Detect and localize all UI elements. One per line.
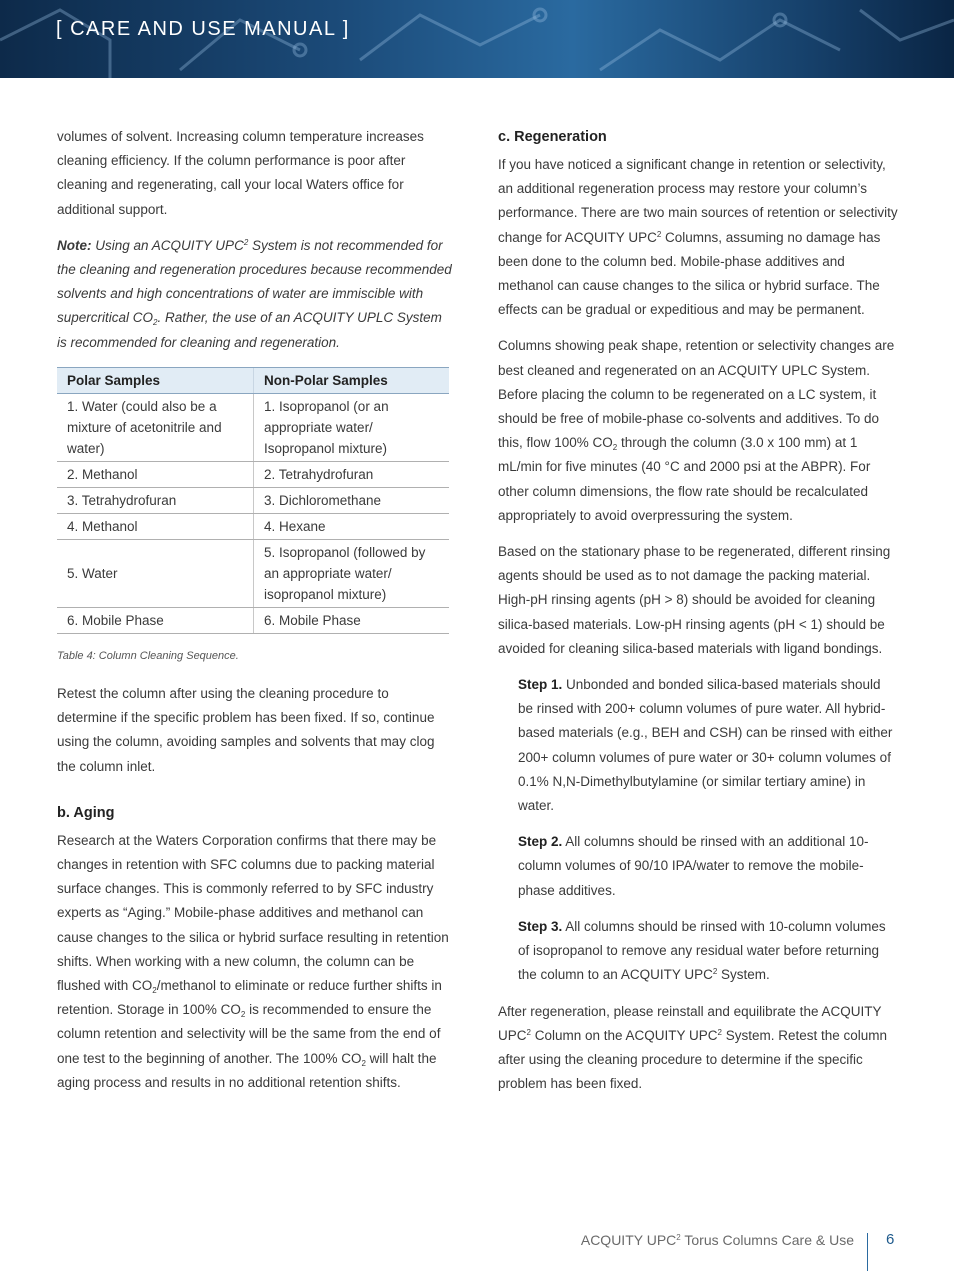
regeneration-heading: c. Regeneration bbox=[498, 129, 607, 145]
table-row bbox=[57, 487, 449, 513]
table-cell: 3. Dichloromethane bbox=[254, 487, 450, 513]
table-cell: 1. Water (could also be a mixture of acetonitrile and water) bbox=[57, 393, 254, 461]
table-header-polar: Polar Samples bbox=[57, 367, 254, 393]
final-text: System. Retest the column after using the cleaning procedure to determine if the specific problem has been fixed. bbox=[498, 1027, 888, 1092]
note-text: System is not recommended for the cleaning and regeneration procedures because recommended solvents and high concentrations of water are immiscible with supercritical CO bbox=[57, 237, 452, 326]
aging-text: /methanol to eliminate or reduce further shifts in retention. Storage in 100% CO bbox=[57, 978, 442, 1018]
step-text: All columns should be rinsed with 10-column volumes of isopropanol to remove any residual water before returning the column to an ACQUITY UPC bbox=[518, 918, 886, 983]
aging-paragraph bbox=[57, 829, 452, 1095]
step-text: All columns should be rinsed with an additional 10-column volumes of 90/10 IPA/water to remove the mobile-phase additives. bbox=[518, 834, 869, 898]
table-cell: 6. Mobile Phase bbox=[254, 607, 450, 633]
subscript: 2 bbox=[152, 986, 157, 996]
subscript: 2 bbox=[240, 1010, 246, 1020]
step-3 bbox=[498, 915, 898, 988]
regeneration-paragraph-3: Based on the stationary phase to be regenerated, different rinsing agents should be used as to not damage the packing material. High-pH rinsing agents (pH > 8) should be avoided for cleaning silica-based materials. Low-pH rinsing agents (pH < 1) should be avoided for cleaning silica-based materials with ligand bondings. bbox=[498, 544, 891, 656]
superscript: 2 bbox=[676, 1233, 681, 1242]
table-cell: 5. Isopropanol (followed by an appropriate water/ isopropanol mixture) bbox=[254, 539, 450, 607]
superscript: 2 bbox=[243, 237, 249, 247]
regeneration-paragraph-1 bbox=[498, 153, 898, 322]
table-row bbox=[57, 607, 449, 633]
table-row bbox=[57, 539, 449, 607]
table-cell: 6. Mobile Phase bbox=[57, 607, 254, 633]
table-row bbox=[57, 393, 449, 461]
aging-text: will halt the aging process and results in no additional retention shifts. bbox=[57, 1050, 437, 1090]
step-text: System. bbox=[717, 967, 770, 983]
intro-paragraph: volumes of solvent. Increasing column temperature increases cleaning efficiency. If the column performance is poor after cleaning and regenerating, call your local Waters office for additional support. bbox=[57, 129, 424, 217]
table-row bbox=[57, 513, 449, 539]
final-paragraph bbox=[498, 1000, 898, 1097]
subscript: 2 bbox=[361, 1058, 366, 1068]
final-text: After regeneration, please reinstall and equilibrate the ACQUITY UPC bbox=[498, 1003, 882, 1043]
step-2 bbox=[498, 830, 898, 903]
footer-text: ACQUITY UPC bbox=[580, 1232, 677, 1248]
table-cell: 4. Hexane bbox=[254, 513, 450, 539]
cleaning-sequence-table bbox=[57, 367, 449, 634]
table-header-nonpolar: Non-Polar Samples bbox=[254, 367, 450, 393]
superscript: 2 bbox=[526, 1027, 531, 1037]
regen-text: through the column (3.0 x 100 mm) at 1 mL/min for five minutes (40 °C and 2000 psi at the ABPR). For other column dimensions, the flow rate should be recalculated appropriately to avoid overpressuring the system. bbox=[498, 435, 871, 523]
note-paragraph bbox=[57, 234, 452, 355]
note-label: Note: bbox=[57, 237, 92, 253]
subscript: 2 bbox=[153, 318, 158, 328]
step-label: Step 1. bbox=[518, 677, 563, 693]
table-cell: 5. Water bbox=[57, 539, 254, 607]
header-banner bbox=[0, 0, 954, 78]
footer-text: Torus Columns Care & Use bbox=[680, 1232, 854, 1248]
final-text: Column on the ACQUITY UPC bbox=[530, 1027, 718, 1043]
aging-heading: b. Aging bbox=[57, 804, 115, 821]
regen-text: If you have noticed a significant change in retention or selectivity, an additional regeneration process may restore your column’s performance. There are two main sources of retention or selectivity change for ACQUITY UPC bbox=[498, 157, 898, 245]
superscript: 2 bbox=[712, 967, 718, 977]
step-label: Step 2. bbox=[518, 834, 563, 850]
table-cell: 2. Tetrahydrofuran bbox=[254, 461, 450, 487]
regen-text: Columns, assuming no damage has been done to the column bed. Mobile-phase additives and methanol can cause changes to the silica or hybrid surface. The effects can be gradual or expeditious and may be permanent. bbox=[498, 229, 881, 318]
footer-divider bbox=[867, 1233, 868, 1271]
note-text: . Rather, the use of an ACQUITY UPLC System is recommended for cleaning and regeneration. bbox=[57, 310, 442, 350]
left-column bbox=[57, 125, 452, 1107]
right-column bbox=[498, 125, 898, 1108]
aging-text: is recommended to ensure the column retention and selectivity will be the same from the end of one test to the beginning of another. The 100% CO bbox=[57, 1002, 441, 1066]
footer-title bbox=[581, 1232, 854, 1248]
table-cell: 1. Isopropanol (or an appropriate water/ Isopropanol mixture) bbox=[254, 393, 450, 461]
note-text: Using an ACQUITY UPC bbox=[95, 237, 244, 253]
table-header-row bbox=[57, 367, 449, 393]
table-cell: 3. Tetrahydrofuran bbox=[57, 487, 254, 513]
manual-title: [ CARE AND USE MANUAL ] bbox=[56, 18, 350, 40]
step-1 bbox=[498, 673, 898, 818]
table-cell: 2. Methanol bbox=[57, 461, 254, 487]
step-label: Step 3. bbox=[518, 918, 563, 934]
table-row bbox=[57, 461, 449, 487]
superscript: 2 bbox=[656, 229, 662, 239]
superscript: 2 bbox=[717, 1027, 722, 1037]
regen-text: Columns showing peak shape, retention or selectivity changes are best cleaned and regenerated on an ACQUITY UPLC System. Before placing the column to be regenerated on a LC system, it should be free of mobile-phase co-solvents and additives. To do this, flow 100% CO bbox=[498, 338, 895, 451]
table-caption: Table 4: Column Cleaning Sequence. bbox=[57, 649, 239, 662]
page-number: 6 bbox=[886, 1231, 895, 1248]
retest-paragraph: Retest the column after using the cleaning procedure to determine if the specific problem has been fixed. If so, continue using the column, avoiding samples and solvents that may clog the column inlet. bbox=[57, 686, 435, 774]
subscript: 2 bbox=[612, 443, 618, 453]
aging-text: Research at the Waters Corporation confirms that there may be changes in retention with SFC columns due to packing material surface changes. This is commonly referred to by SFC industry experts as “Aging.” Mobile-phase additives and methanol can cause changes to the silica or hybrid surface resulting in retention shifts. When working with a new column, the column can be flushed with CO bbox=[57, 832, 449, 994]
regeneration-paragraph-2 bbox=[498, 334, 898, 528]
step-text: Unbonded and bonded silica-based materials should be rinsed with 200+ column volumes of pure water. All hybrid-based materials (e.g., BEH and CSH) can be rinsed with either 200+ column volumes of pure water or 30+ column volumes of 0.1% N,N-Dimethylbutylamine (or similar tertiary amine) in water. bbox=[518, 677, 893, 814]
table-cell: 4. Methanol bbox=[57, 513, 254, 539]
